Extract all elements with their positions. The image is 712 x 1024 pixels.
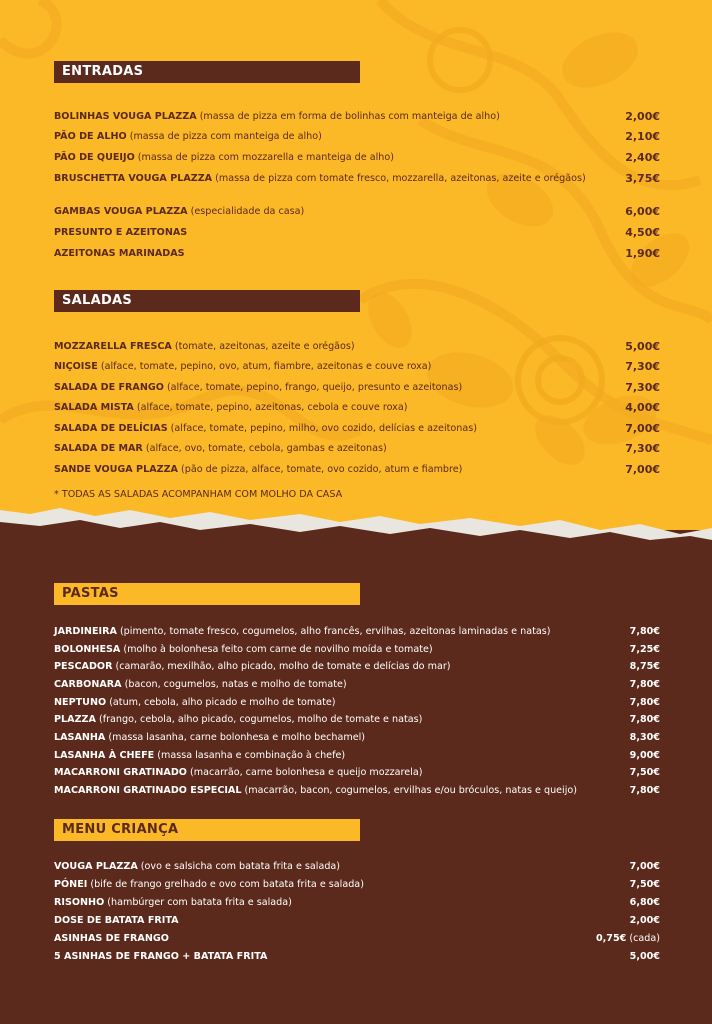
- menu-item-description: (massa de pizza com mozzarella e manteiga de alho): [134, 152, 394, 163]
- menu-item-name: SALADA DE DELÍCIAS: [54, 423, 168, 434]
- menu-item-price: 5,00€: [629, 951, 660, 962]
- menu-item-name: PLAZZA: [54, 714, 96, 725]
- menu-item: [54, 248, 660, 260]
- menu-item-text: [54, 714, 594, 726]
- menu-item-text: [54, 732, 594, 744]
- menu-item: [54, 861, 660, 873]
- menu-item-price: 7,80€: [629, 785, 660, 796]
- menu-item-name: SALADA MISTA: [54, 402, 134, 413]
- menu-item-name: AZEITONAS MARINADAS: [54, 248, 185, 259]
- menu-item-price: 7,00€: [629, 861, 660, 872]
- menu-item-text: [54, 423, 594, 435]
- menu-item-price-note: (cada): [626, 933, 660, 944]
- menu-item: [54, 152, 660, 164]
- menu-item-price: 1,90€: [625, 247, 660, 260]
- menu-item-price: 9,00€: [629, 750, 660, 761]
- menu-item-name: GAMBAS VOUGA PLAZZA: [54, 206, 188, 217]
- menu-item-name: SANDE VOUGA PLAZZA: [54, 464, 178, 475]
- menu-item-price: 5,00€: [625, 340, 660, 353]
- menu-item-price: 2,40€: [625, 151, 660, 164]
- menu-item: [54, 732, 660, 744]
- menu-item-price: 7,25€: [629, 644, 660, 655]
- menu-item: [54, 879, 660, 891]
- menu-item-price: 7,30€: [625, 442, 660, 455]
- menu-item-name: PESCADOR: [54, 661, 113, 672]
- menu-item-description: (molho à bolonhesa feito com carne de novilho moída e tomate): [120, 644, 433, 655]
- menu-item-description: (massa de pizza com manteiga de alho): [126, 131, 322, 142]
- menu-item-description: (alface, tomate, pepino, ovo, atum, fiambre, azeitonas e couve roxa): [97, 361, 432, 372]
- menu-item-text: [54, 206, 594, 218]
- menu-item-price: 7,30€: [625, 381, 660, 394]
- menu-item-price: 7,30€: [625, 360, 660, 373]
- menu-item: [54, 131, 660, 143]
- menu-item-name: MOZZARELLA FRESCA: [54, 341, 172, 352]
- menu-item-text: [54, 248, 594, 260]
- menu-item-description: (massa lasanha e combinação à chefe): [154, 750, 346, 761]
- menu-item-text: [54, 152, 594, 164]
- menu-item-price: 7,80€: [629, 714, 660, 725]
- menu-item: [54, 626, 660, 638]
- menu-item-description: (alface, ovo, tomate, cebola, gambas e azeitonas): [142, 443, 387, 454]
- menu-item-name: PÓNEI: [54, 879, 88, 890]
- menu-item-text: [54, 626, 594, 638]
- menu-item-description: (camarão, mexilhão, alho picado, molho de tomate e delícias do mar): [112, 661, 451, 672]
- menu-item: [54, 897, 660, 909]
- menu-item-name: BRUSCHETTA VOUGA PLAZZA: [54, 173, 213, 184]
- menu-item: [54, 644, 660, 656]
- menu-item-price: 2,10€: [625, 130, 660, 143]
- menu-item: [54, 661, 660, 673]
- menu-item: [54, 402, 660, 414]
- menu-item-text: [54, 402, 594, 414]
- menu-item-text: [54, 341, 594, 353]
- menu-item-price: 2,00€: [629, 915, 660, 926]
- menu-item-price: 7,80€: [629, 626, 660, 637]
- menu-item: [54, 750, 660, 762]
- menu-item-price: 7,00€: [625, 463, 660, 476]
- menu-item-price: 2,00€: [625, 110, 660, 123]
- menu-item-description: (massa de pizza em forma de bolinhas com manteiga de alho): [196, 111, 500, 122]
- menu-item-name: 5 ASINHAS DE FRANGO + BATATA FRITA: [54, 951, 268, 962]
- menu-item-name: CARBONARA: [54, 679, 122, 690]
- menu-item-text: [54, 227, 594, 239]
- menu-item-text: [54, 382, 594, 394]
- menu-item-description: (alface, tomate, pepino, frango, queijo, presunto e azeitonas): [163, 382, 463, 393]
- menu-item-description: (macarrão, bacon, cogumelos, ervilhas e/ou bróculos, natas e queijo): [241, 785, 578, 796]
- menu-item: [54, 679, 660, 691]
- menu-item-description: (macarrão, carne bolonhesa e queijo mozzarela): [186, 767, 423, 778]
- menu-item-price: 4,00€: [625, 401, 660, 414]
- menu-item-text: [54, 661, 594, 673]
- section-title-menu-crianca: MENU CRIANÇA: [54, 819, 360, 841]
- menu-item: [54, 464, 660, 476]
- menu-item-price: 7,80€: [629, 679, 660, 690]
- menu-item-description: (especialidade da casa): [187, 206, 305, 217]
- menu-item: [54, 206, 660, 218]
- menu-item-name: BOLINHAS VOUGA PLAZZA: [54, 111, 197, 122]
- menu-item-name: JARDINEIRA: [54, 626, 117, 637]
- menu-item-text: [54, 861, 594, 873]
- menu-item: [54, 714, 660, 726]
- menu-item-text: [54, 951, 594, 963]
- menu-item-description: (ovo e salsicha com batata frita e salada): [137, 861, 341, 872]
- menu-item-description: (frango, cebola, alho picado, cogumelos, molho de tomate e natas): [95, 714, 423, 725]
- menu-item-description: (pão de pizza, alface, tomate, ovo cozido, atum e fiambre): [177, 464, 463, 475]
- menu-item: [54, 915, 660, 927]
- menu-item-name: MACARRONI GRATINADO: [54, 767, 187, 778]
- menu-item-name: DOSE DE BATATA FRITA: [54, 915, 179, 926]
- menu-item-name: ASINHAS DE FRANGO: [54, 933, 169, 944]
- menu-item-text: [54, 697, 594, 709]
- menu-item: [54, 382, 660, 394]
- menu-item-name: NEPTUNO: [54, 697, 107, 708]
- menu-item-description: (pimento, tomate fresco, cogumelos, alho francês, ervilhas, azeitonas laminadas e natas): [116, 626, 551, 637]
- menu-item-price: 0,75€ (cada): [595, 933, 660, 944]
- menu-item: [54, 767, 660, 779]
- menu-item-text: [54, 361, 594, 373]
- menu-item-description: (alface, tomate, pepino, milho, ovo cozido, delícias e azeitonas): [167, 423, 477, 434]
- menu-item-description: (massa de pizza com tomate fresco, mozzarella, azeitonas, azeite e orégãos): [212, 173, 586, 184]
- menu-item: [54, 361, 660, 373]
- menu-item-name: LASANHA: [54, 732, 106, 743]
- menu-item-price: 7,80€: [629, 697, 660, 708]
- menu-item-price: 7,00€: [625, 422, 660, 435]
- menu-item-description: (atum, cebola, alho picado e molho de tomate): [106, 697, 336, 708]
- menu-item-text: [54, 750, 594, 762]
- menu-item-price: 6,80€: [629, 897, 660, 908]
- menu-item-text: [54, 464, 594, 476]
- menu-item-name: NIÇOISE: [54, 361, 98, 372]
- menu-item-name: LASANHA À CHEFE: [54, 750, 155, 761]
- menu-item-name: PÃO DE QUEIJO: [54, 152, 135, 163]
- menu-item-description: (hambúrger com batata frita e salada): [104, 897, 292, 908]
- menu-item-description: (tomate, azeitonas, azeite e orégãos): [171, 341, 355, 352]
- saladas-note: * TODAS AS SALADAS ACOMPANHAM COM MOLHO DA CASA: [54, 489, 343, 500]
- menu-item-text: [54, 173, 594, 185]
- menu-item-text: [54, 443, 594, 455]
- menu-item-text: [54, 879, 594, 891]
- menu-item-name: BOLONHESA: [54, 644, 121, 655]
- menu-item-name: PÃO DE ALHO: [54, 131, 127, 142]
- menu-item-text: [54, 933, 594, 945]
- menu-item-name: SALADA DE MAR: [54, 443, 143, 454]
- menu-item-description: (alface, tomate, pepino, azeitonas, cebola e couve roxa): [133, 402, 408, 413]
- menu-item-name: VOUGA PLAZZA: [54, 861, 138, 872]
- section-title-entradas: ENTRADAS: [54, 61, 360, 83]
- menu-item-text: [54, 897, 594, 909]
- menu-item-price: 8,75€: [629, 661, 660, 672]
- menu-item-price: 8,30€: [629, 732, 660, 743]
- menu-item-price: 7,50€: [629, 767, 660, 778]
- menu-item: [54, 173, 660, 185]
- menu-item-text: [54, 131, 594, 143]
- menu-item-description: (bacon, cogumelos, natas e molho de tomate): [121, 679, 347, 690]
- menu-item-price: 7,50€: [629, 879, 660, 890]
- menu-item: [54, 423, 660, 435]
- menu-item-description: (bife de frango grelhado e ovo com batata frita e salada): [87, 879, 364, 890]
- menu-item-name: RISONHO: [54, 897, 105, 908]
- menu-item-description: (massa lasanha, carne bolonhesa e molho bechamel): [105, 732, 366, 743]
- menu-item: [54, 785, 660, 797]
- menu-item-name: MACARRONI GRATINADO ESPECIAL: [54, 785, 242, 796]
- menu-item: [54, 111, 660, 123]
- section-title-saladas: SALADAS: [54, 290, 360, 312]
- menu-item: [54, 341, 660, 353]
- menu-item-name: SALADA DE FRANGO: [54, 382, 164, 393]
- menu-item-name: PRESUNTO E AZEITONAS: [54, 227, 188, 238]
- section-title-pastas: PASTAS: [54, 583, 360, 605]
- menu-item: [54, 697, 660, 709]
- menu-item-text: [54, 679, 594, 691]
- menu-item-price: 4,50€: [625, 226, 660, 239]
- menu-item: [54, 951, 660, 963]
- menu-item-text: [54, 644, 594, 656]
- menu-item-price: 3,75€: [625, 172, 660, 185]
- menu-item-text: [54, 915, 594, 927]
- menu-item: [54, 933, 660, 945]
- menu-item-text: [54, 111, 594, 123]
- menu-item-text: [54, 767, 594, 779]
- menu-item: [54, 443, 660, 455]
- menu-item: [54, 227, 660, 239]
- menu-item-price: 6,00€: [625, 205, 660, 218]
- menu-item-text: [54, 785, 594, 797]
